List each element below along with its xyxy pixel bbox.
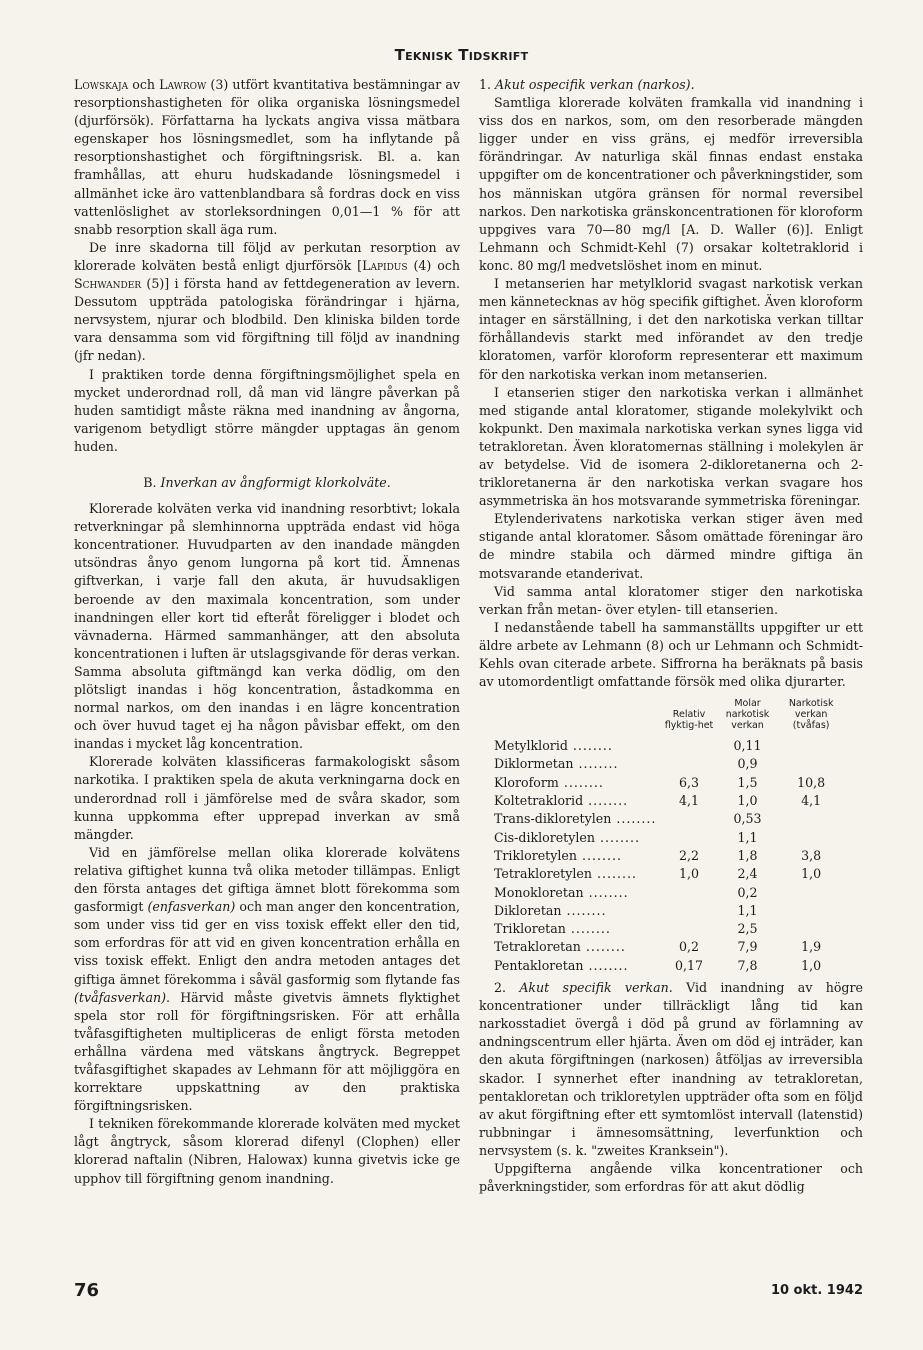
subsection-number: 2. bbox=[494, 980, 520, 996]
compound-label: Cis-dikloretylen ..... bbox=[494, 830, 640, 845]
table-cell: 1,0 bbox=[679, 866, 700, 882]
table-row bbox=[493, 792, 843, 810]
compound-label: Trikloretan ..... bbox=[494, 921, 611, 936]
table-row bbox=[493, 920, 843, 938]
paragraph: Klorerade kolväten klassificeras farmakologiskt såsom narkotika. I praktiken spela de akuta verkningarna dock en underordnad roll i jämförelse med de svåra skador, som kunna uppkomma efter upprepad inverkan av små mängder. bbox=[74, 754, 460, 842]
table-row bbox=[493, 810, 843, 828]
table-cell bbox=[662, 884, 715, 902]
table-row bbox=[493, 938, 843, 956]
paragraph-text: Vid inandning av högre koncentrationer under tillräckligt lång tid kan narkosstadiet övergå i död på grund av förlamning av andningscentrum eller hjärta. Även om död ej inträder, kan den akuta förgiftningen (narkosen) åtföljas av irreversibla skador. I synnerhet efter inandning av tetrakloretan, pentakloretan och trikloretylen uppträder ofta som en följd av akut förgiftning efter ett symtomlöst intervall (latenstid) rubbningar i ämnesomsättning, leverfunktion och nervsystem (s. k. "zweites Kranksein"). bbox=[479, 980, 863, 1158]
journal-header: Teknisk Tidskrift bbox=[394, 46, 529, 64]
paragraph: I tekniken förekommande klorerade kolväten med mycket lågt ångtryck, såsom klorerad difenyl (Clophen) eller klorerad naftalin (Nibren, Halowax) kunna givetvis icke ge upphov till förgiftning genom inandning. bbox=[74, 1116, 460, 1186]
table-cell: 1,0 bbox=[801, 957, 822, 973]
table-header-cell bbox=[493, 697, 662, 737]
toxicity-table bbox=[493, 697, 843, 975]
subsection-title: Akut specifik verkan. bbox=[519, 980, 673, 996]
table-cell bbox=[662, 829, 715, 847]
compound-name bbox=[493, 810, 662, 828]
compound-label: Koltetraklorid ..... bbox=[494, 793, 628, 808]
paragraph: Vid en jämförelse mellan olika klorerade kolvätens relativa giftighet kunna två olika metoder tillämpas. Enligt den första antages det giftiga ämnet blott förekomma som gasformigt (enfasverkan) och man anger den koncentration, som under viss tid ger en viss toxisk effekt eller den tid, som erfordras för att vid en given koncentration erhålla en viss toxisk effekt. Enligt den andra metoden antages det giftiga ämnet förekomma i såväl gasformig som flytande fas (tvåfasverkan). Härvid måste givetvis ämnets flyktighet spela stor roll för förgiftningsrisken. För att erhålla tvåfasgiftigheten multipliceras de enligt första metoden erhållna värdena med vätskans ångtryck. Begreppet tvåfasgiftighet skapades av Lehmann för att möjliggöra en korrektare uppskattning av den praktiska förgiftningsrisken. bbox=[74, 844, 460, 1114]
compound-label: Trikloretylen ..... bbox=[494, 848, 622, 863]
table-cell: 4,1 bbox=[679, 793, 700, 809]
table-cell bbox=[779, 902, 843, 920]
compound-label: Kloroform ..... bbox=[494, 775, 604, 790]
table-cell: 7,8 bbox=[737, 957, 758, 973]
compound-name bbox=[493, 847, 662, 865]
compound-name bbox=[493, 737, 662, 755]
compound-label: Pentakloretan ..... bbox=[494, 958, 628, 973]
table-row bbox=[493, 865, 843, 883]
table-cell: 10,8 bbox=[797, 774, 826, 790]
table-header-cell: Molar narkotisk verkan bbox=[725, 698, 770, 732]
compound-name bbox=[493, 920, 662, 938]
table-row bbox=[493, 774, 843, 792]
table-row bbox=[493, 884, 843, 902]
compound-label: Dikloretan ..... bbox=[494, 903, 607, 918]
table-cell: 3,8 bbox=[801, 847, 822, 863]
subsection-heading-1 bbox=[479, 76, 863, 94]
compound-name bbox=[493, 865, 662, 883]
table-cell: 2,2 bbox=[679, 847, 700, 863]
paragraph: I metanserien har metylklorid svagast narkotisk verkan men kännetecknas av hög specifik giftighet. Även kloroform intager en särställning, i det den narkotiska verkan tilltar förhållandevis starkt med införandet av den tredje kloratomen, varför kloroform representerar ett maximum för den narkotiska verkan inom metanserien. bbox=[479, 276, 863, 382]
compound-name bbox=[493, 829, 662, 847]
table-cell: 1,9 bbox=[801, 939, 822, 955]
table-cell bbox=[779, 755, 843, 773]
paragraph: Vid samma antal kloratomer stiger den narkotiska verkan från metan- över etylen- till etanserien. bbox=[479, 583, 863, 617]
section-heading-b bbox=[74, 474, 460, 492]
table-row bbox=[493, 755, 843, 773]
compound-label: Metylklorid ..... bbox=[494, 738, 613, 753]
right-column bbox=[479, 76, 863, 1196]
compound-label: Monokloretan ..... bbox=[494, 885, 629, 900]
table-row bbox=[493, 847, 843, 865]
table-row bbox=[493, 737, 843, 755]
table-cell: 1,0 bbox=[801, 866, 822, 882]
table-header-cell: Relativ flyktig-het bbox=[664, 709, 714, 732]
paragraph: Uppgifterna angående vilka koncentrationer och påverkningstider, som erfordras för att akut dödlig bbox=[479, 1160, 863, 1195]
compound-name bbox=[493, 792, 662, 810]
compound-label: Trans-dikloretylen ..... bbox=[494, 811, 656, 826]
table-cell: 6,3 bbox=[679, 774, 700, 790]
compound-name bbox=[493, 884, 662, 902]
table-row bbox=[493, 957, 843, 975]
paragraph: Lowskaja och Lawrow (3) utfört kvantitativa bestämningar av resorptionshastigheten för olika organiska lösningsmedel (djurförsök). Författarna ha lyckats angiva vissa mätbara egenskaper hos lösningsmedlet, som ha inflytande på resorptionshastighet och förgiftningsrisk. Bl. a. kan framhållas, att ehuru hudskadande lösningsmedel i allmänhet icke äro vattenblandbara så fordras dock en viss vattenlöslighet av storleksordningen 0,01—1 % för att snabb resorption skall äga rum. bbox=[74, 77, 460, 237]
table-cell: 1,8 bbox=[737, 847, 758, 863]
paragraph: I nedanstående tabell ha sammanställts uppgifter ur ett äldre arbete av Lehmann (8) och ur Lehmann och Schmidt-Kehls ovan citerade arbete. Siffrorna ha beräknats på basis av utomordentligt omfattande försök med olika djurarter. bbox=[479, 619, 863, 690]
section-title: Inverkan av ångformigt klorkolväte. bbox=[160, 474, 391, 490]
paragraph: I etanserien stiger den narkotiska verkan i allmänhet med stigande antal kloratomer, stigande molekylvikt och kokpunkt. Den maximala narkotiska verkan synes ligga vid tetrakloretan. Även kloratomernas ställning i molekylen är av betydelse. Vid de isomera 2-dikloretanerna och 2-trikloretanerna är den narkotiska verkan svagare hos asymmetriska än hos motsvarande symmetriska föreningar. bbox=[479, 384, 863, 509]
table-cell bbox=[779, 829, 843, 847]
table-cell: 0,53 bbox=[733, 811, 762, 827]
table-cell bbox=[662, 920, 715, 938]
issue-date: 10 okt. 1942 bbox=[770, 1283, 863, 1298]
table-cell bbox=[662, 810, 715, 828]
compound-name bbox=[493, 902, 662, 920]
table-cell: 0,9 bbox=[737, 756, 758, 772]
table-cell: 1,0 bbox=[737, 793, 758, 809]
table-cell: 1,5 bbox=[737, 774, 758, 790]
table-cell: 0,17 bbox=[675, 957, 704, 973]
table-cell bbox=[779, 920, 843, 938]
paragraph: I praktiken torde denna förgiftningsmöjlighet spela en mycket underordnad roll, då man vid längre påverkan på huden samtidigt måste räkna med inandning av ångorna, varigenom betydligt större mängder upptagas än genom huden. bbox=[74, 366, 460, 454]
compound-label: Tetrakloretylen ..... bbox=[494, 866, 637, 881]
table-cell bbox=[662, 902, 715, 920]
compound-name bbox=[493, 755, 662, 773]
table-cell: 0,11 bbox=[733, 738, 762, 754]
page-number: 76 bbox=[74, 1280, 100, 1301]
compound-label: Tetrakloretan ..... bbox=[494, 939, 626, 954]
subsection-title: Akut ospecifik verkan (narkos). bbox=[495, 77, 695, 92]
table-row bbox=[493, 902, 843, 920]
table-cell bbox=[779, 810, 843, 828]
table-cell: 1,1 bbox=[737, 902, 758, 918]
table-cell bbox=[662, 755, 715, 773]
table-cell: 0,2 bbox=[737, 884, 758, 900]
table-cell: 7,9 bbox=[737, 939, 758, 955]
paragraph: Samtliga klorerade kolväten framkalla vid inandning i viss dos en narkos, som, om den resorberade mängden ligger under en viss gräns, ej medför irreversibla förändringar. Av naturliga skäl finnas endast enstaka uppgifter om de koncentrationer och påverkningstider, som hos människan utgöra gränsen för normal reversibel narkos. Den narkotiska gränskoncentrationen för kloroform uppgives vara 70—80 mg/l [A. D. Waller (6)]. Enligt Lehmann och Schmidt-Kehl (7) orsakar koltetraklorid i konc. 80 mg/l medvetslöshet inom en minut. bbox=[479, 95, 863, 273]
table-cell: 1,1 bbox=[737, 829, 758, 845]
table-cell: 0,2 bbox=[679, 939, 700, 955]
table-cell: 2,5 bbox=[737, 921, 758, 937]
paragraph: Etylenderivatens narkotiska verkan stiger även med stigande antal kloratomer. Såsom omättade föreningar äro de mindre stabila och därmed mindre giftiga än motsvarande etanderivat. bbox=[479, 511, 863, 581]
subsection-heading-2 bbox=[479, 979, 863, 1160]
paragraph: Klorerade kolväten verka vid inandning resorbtivt; lokala retverkningar på slemhinnorna uppträda endast vid höga koncentrationer. Huvudparten av den inandade mängden utsöndras ånyo genom lungorna på kort tid. Ämnenas giftverkan, i varje fall den akuta, är huvudsakligen beroende av den maximala koncentration, som under inandningen eller kort tid efteråt föreligger i blodet och vävnaderna. Härmed sammanhänger, att den absoluta koncentrationen i luften är utslagsgivande för deras verkan. Samma absoluta giftmängd kan verka dödlig, om den plötsligt inandas i hög koncentration, åstadkomma en normal narkos, om den inandas i en lägre koncentration och över huvud taget ej ha någon påvisbar effekt, om den inandas i mycket låg koncentration. bbox=[74, 501, 460, 752]
section-letter: B. bbox=[143, 474, 161, 490]
left-column bbox=[74, 76, 460, 1188]
table-cell bbox=[779, 737, 843, 755]
table-header-cell: Narkotisk verkan (tvåfas) bbox=[788, 698, 834, 732]
compound-name bbox=[493, 774, 662, 792]
table-header-row bbox=[493, 697, 843, 737]
subsection-number: 1. bbox=[479, 77, 496, 92]
compound-label: Diklormetan ..... bbox=[494, 756, 619, 771]
table-cell: 4,1 bbox=[801, 793, 822, 809]
table-row bbox=[493, 829, 843, 847]
table-cell bbox=[662, 737, 715, 755]
table-cell: 2,4 bbox=[737, 866, 758, 882]
compound-name bbox=[493, 957, 662, 975]
compound-name bbox=[493, 938, 662, 956]
paragraph: De inre skadorna till följd av perkutan resorption av klorerade kolväten bestå enligt djurförsök [Lapidus (4) och Schwander (5)] i första hand av fettdegeneration av levern. Dessutom uppträda patologiska förändringar i hjärna, nervsystem, njurar och blodbild. Den kliniska bilden torde vara densamma som vid förgiftning till följd av inandning (jfr nedan). bbox=[74, 239, 460, 364]
table-cell bbox=[779, 884, 843, 902]
